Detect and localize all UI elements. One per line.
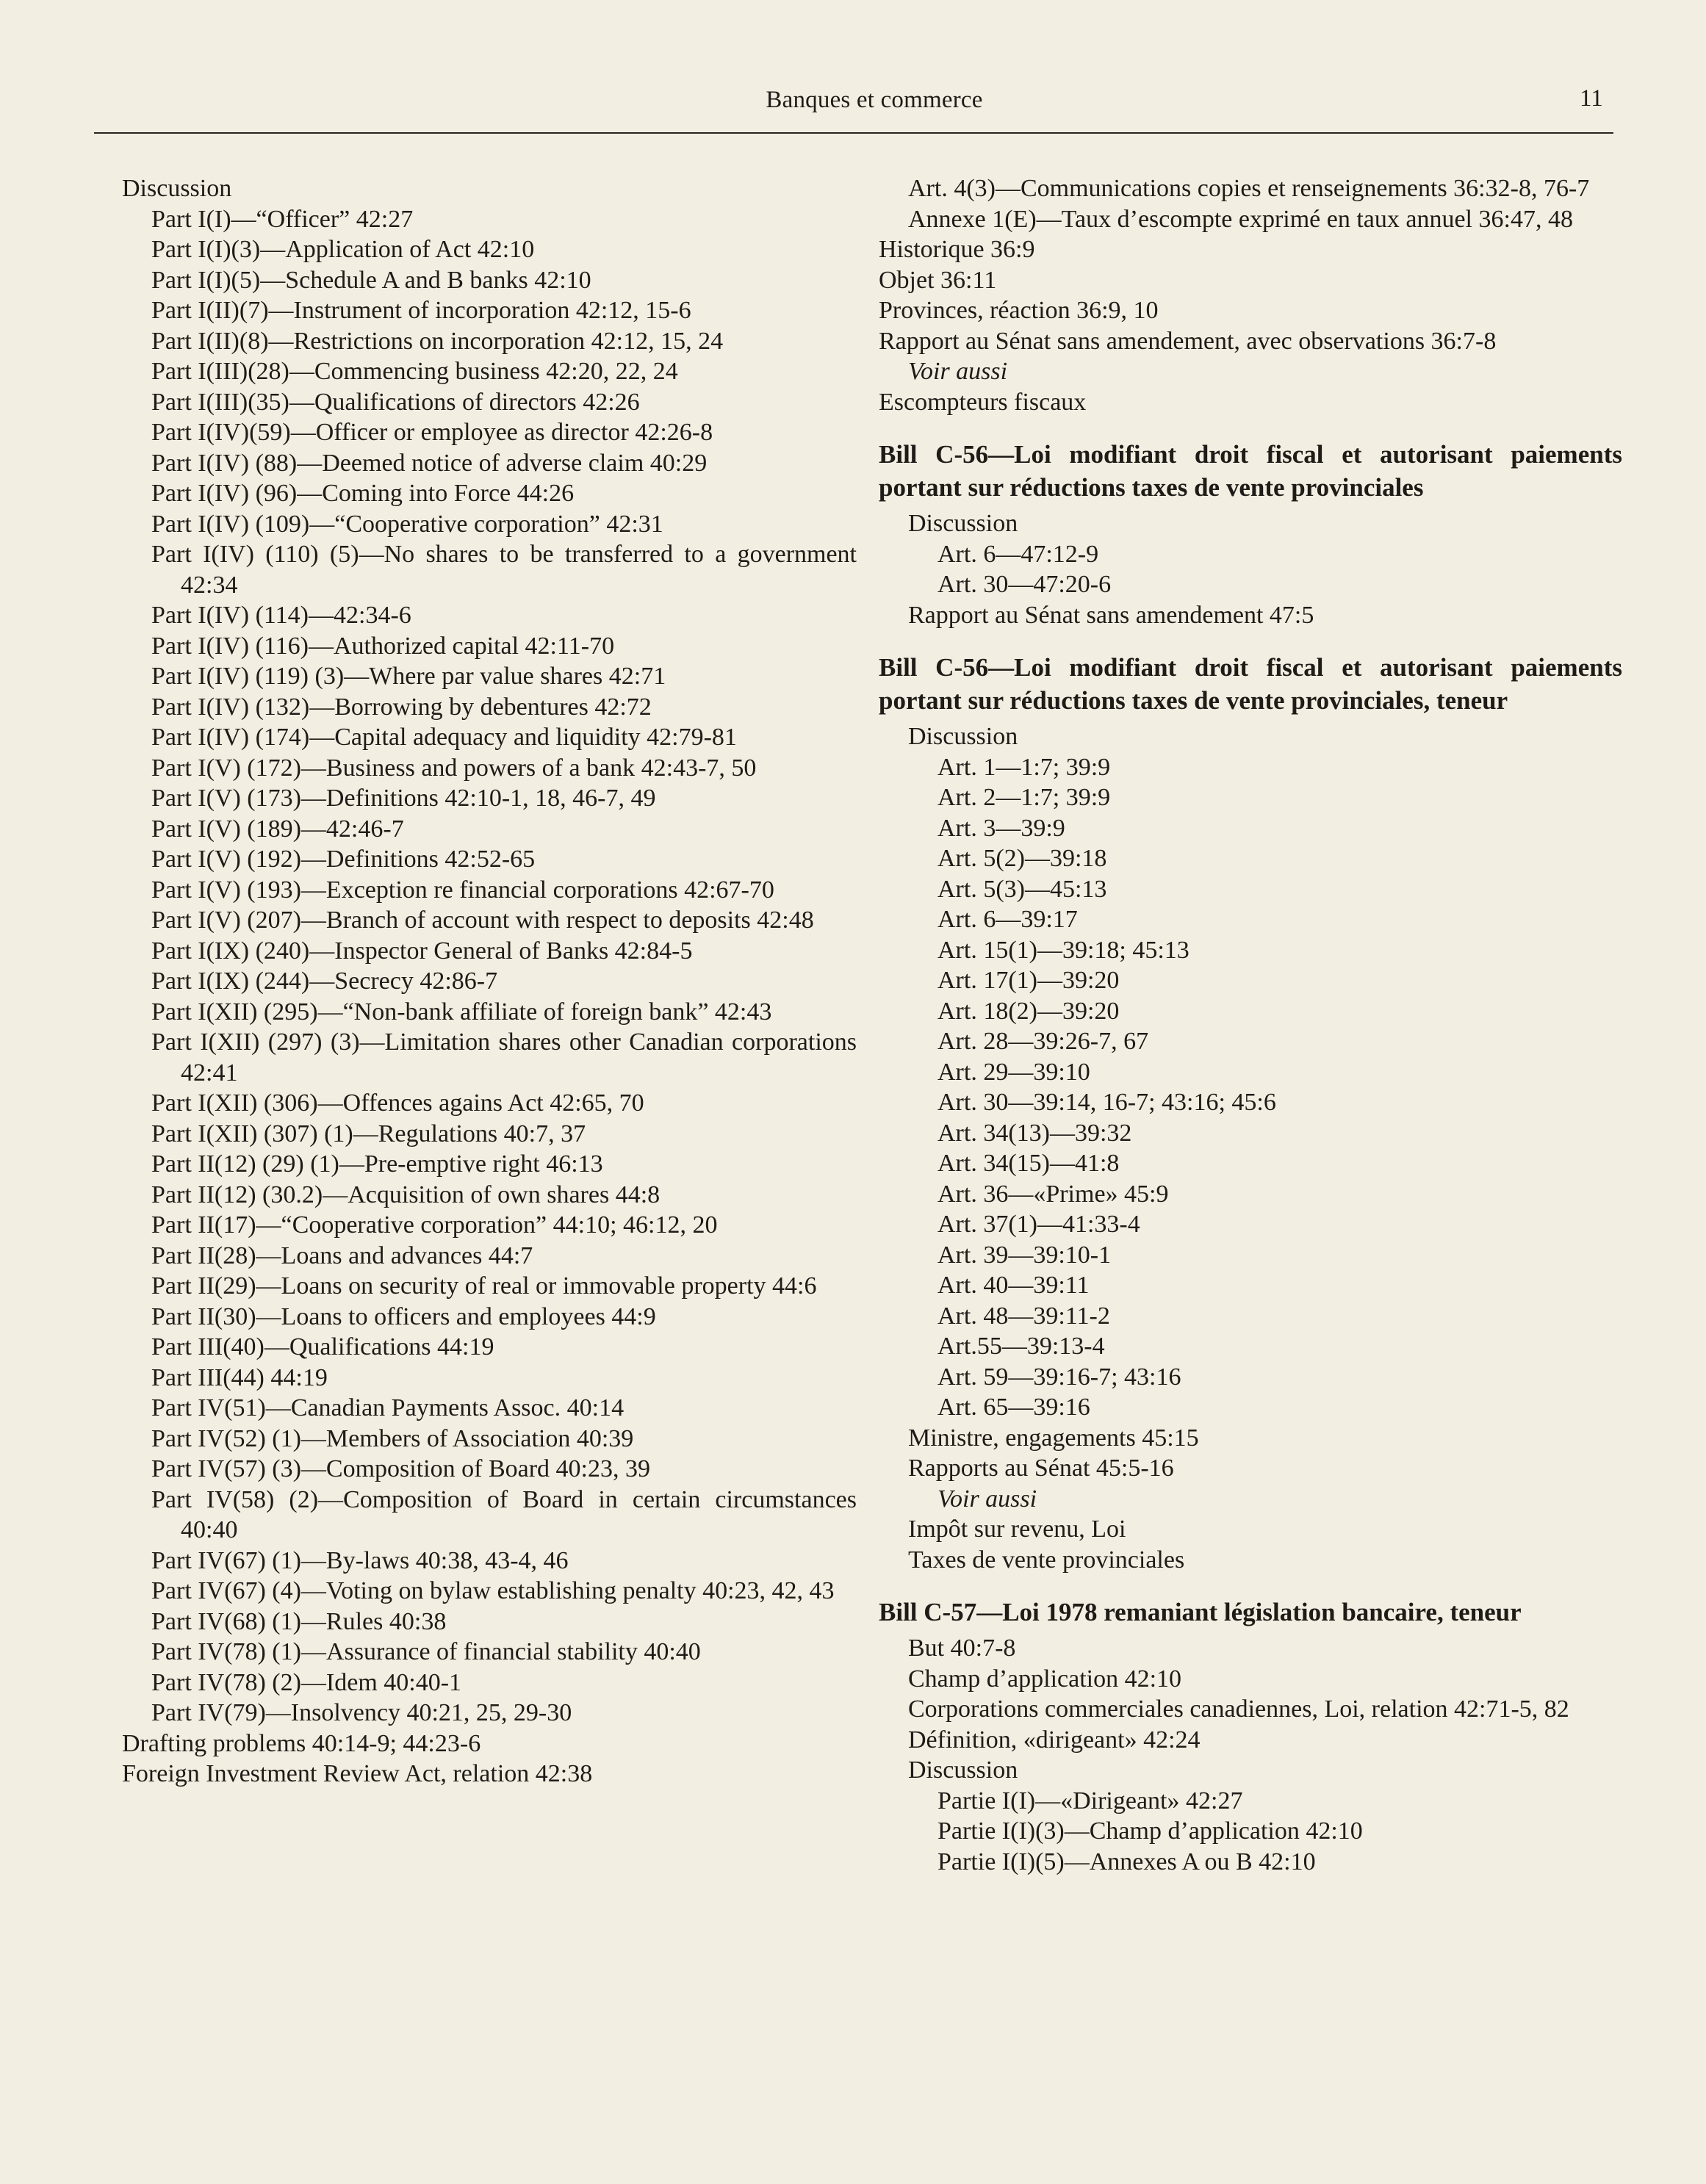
- bill-heading-c56-teneur: Bill C-56—Loi modifiant droit fiscal et autorisant paiements portant sur réductions taxes de vente provinciales, teneur: [879, 653, 1622, 715]
- article-entry: Art. 18(2)—39:20: [937, 997, 1120, 1025]
- article-entry: Art. 1—1:7; 39:9: [937, 753, 1111, 781]
- left-column: [122, 173, 857, 1790]
- article-entry: Art. 59—39:16-7; 43:16: [937, 1363, 1181, 1391]
- index-entry: Part I(IV) (132)—Borrowing by debentures 42:72: [151, 693, 652, 721]
- discussion-label: Discussion: [122, 175, 232, 202]
- index-entry: Part I(XII) (306)—Offences agains Act 42:65, 70: [151, 1089, 644, 1117]
- index-entry: Part I(I)—“Officer” 42:27: [151, 205, 414, 233]
- index-entry: Historique 36:9: [879, 236, 1035, 263]
- see-also-label: Voir aussi: [937, 1485, 1037, 1513]
- index-entry: Définition, «dirigeant» 42:24: [908, 1726, 1201, 1754]
- article-entry: Art. 39—39:10-1: [937, 1241, 1112, 1269]
- index-entry: Part I(IV) (96)—Coming into Force 44:26: [151, 480, 575, 507]
- bill-c56-teneur-articles: [879, 752, 1622, 1423]
- index-entry: Part I(IV)(59)—Officer or employee as director 42:26-8: [151, 419, 713, 446]
- bill-c56-teneur-entries: [879, 1423, 1622, 1484]
- bill-heading-c57: Bill C-57—Loi 1978 remaniant législation bancaire, teneur: [879, 1598, 1522, 1626]
- right-top-list: [879, 173, 1622, 234]
- article-entry: Art. 29—39:10: [937, 1058, 1090, 1086]
- article-entry: Art. 30—47:20-6: [937, 571, 1112, 598]
- index-entry: Part I(XII) (295)—“Non-bank affiliate of foreign bank” 42:43: [151, 998, 772, 1026]
- index-entry: Part IV(78) (1)—Assurance of financial stability 40:40: [151, 1638, 701, 1665]
- bill-c57-parts: [879, 1786, 1622, 1878]
- index-entry: Part I(IV) (88)—Deemed notice of adverse claim 40:29: [151, 449, 708, 477]
- index-entry: Art. 4(3)—Communications copies et renseignements 36:32-8, 76-7: [908, 175, 1590, 202]
- index-entry: Part IV(58) (2)—Composition of Board in certain circumstances 40:40: [151, 1485, 857, 1543]
- discussion-label: Discussion: [908, 510, 1018, 537]
- index-entry: Corporations commerciales canadiennes, Loi, relation 42:71-5, 82: [908, 1695, 1569, 1723]
- index-entry: Drafting problems 40:14-9; 44:23-6: [122, 1729, 481, 1757]
- bill-c56-articles: [879, 539, 1622, 600]
- index-entry: Part I(V) (193)—Exception re financial corporations 42:67-70: [151, 876, 774, 904]
- index-entry: Part III(40)—Qualifications 44:19: [151, 1333, 494, 1361]
- index-entry: Rapport au Sénat sans amendement, avec observations 36:7-8: [879, 327, 1497, 355]
- index-entry: Part I(IX) (244)—Secrecy 42:86-7: [151, 967, 498, 995]
- article-entry: Art. 5(2)—39:18: [937, 845, 1107, 872]
- part-entry: Partie I(I)(3)—Champ d’application 42:10: [937, 1817, 1363, 1845]
- index-entry: Part I(IV) (114)—42:34-6: [151, 602, 411, 629]
- index-entry: Part I(XII) (307) (1)—Regulations 40:7, 37: [151, 1120, 586, 1147]
- see-also-entry: Escompteurs fiscaux: [879, 388, 1087, 416]
- bill-heading-c56: Bill C-56—Loi modifiant droit fiscal et autorisant paiements portant sur réductions taxes de vente provinciales: [879, 440, 1622, 502]
- article-entry: Art. 6—47:12-9: [937, 540, 1099, 568]
- article-entry: Art. 17(1)—39:20: [937, 967, 1120, 994]
- index-entry: Part II(17)—“Cooperative corporation” 44:10; 46:12, 20: [151, 1211, 718, 1239]
- index-entry: Annexe 1(E)—Taux d’escompte exprimé en taux annuel 36:47, 48: [908, 205, 1573, 233]
- index-entry: Part I(IV) (174)—Capital adequacy and liquidity 42:79-81: [151, 724, 737, 751]
- page-number: 11: [1580, 85, 1603, 112]
- article-entry: Art. 37(1)—41:33-4: [937, 1211, 1140, 1238]
- index-entry: Provinces, réaction 36:9, 10: [879, 297, 1159, 324]
- article-entry: Art.55—39:13-4: [937, 1333, 1105, 1360]
- discussion-label: Discussion: [908, 723, 1018, 750]
- index-entry: Part I(I)(3)—Application of Act 42:10: [151, 236, 535, 263]
- index-entry: Part I(V) (207)—Branch of account with respect to deposits 42:48: [151, 907, 814, 934]
- index-entry: Part IV(68) (1)—Rules 40:38: [151, 1607, 447, 1635]
- index-entry: Part II(12) (30.2)—Acquisition of own shares 44:8: [151, 1181, 661, 1208]
- index-entry: Champ d’application 42:10: [908, 1665, 1182, 1693]
- index-entry: Part IV(52) (1)—Members of Association 40:39: [151, 1424, 634, 1452]
- article-entry: Art. 48—39:11-2: [937, 1302, 1110, 1330]
- article-entry: Art. 65—39:16: [937, 1394, 1090, 1421]
- index-entry: Part IV(79)—Insolvency 40:21, 25, 29-30: [151, 1699, 572, 1726]
- left-index-list: [122, 204, 857, 1729]
- article-entry: Art. 30—39:14, 16-7; 43:16; 45:6: [937, 1089, 1276, 1116]
- index-entry: Part IV(67) (4)—Voting on bylaw establishing penalty 40:23, 42, 43: [151, 1577, 835, 1604]
- index-entry: Part II(28)—Loans and advances 44:7: [151, 1241, 533, 1269]
- index-entry: Ministre, engagements 45:15: [908, 1424, 1199, 1452]
- index-entry: Part I(V) (173)—Definitions 42:10-1, 18, 46-7, 49: [151, 785, 656, 812]
- part-entry: Partie I(I)—«Dirigeant» 42:27: [937, 1787, 1243, 1814]
- index-entry: Part I(IV) (116)—Authorized capital 42:11-70: [151, 632, 615, 660]
- index-entry: Part I(IV) (110) (5)—No shares to be transferred to a government 42:34: [151, 541, 857, 599]
- index-entry: Part I(XII) (297) (3)—Limitation shares other Canadian corporations 42:41: [151, 1028, 857, 1086]
- article-entry: Art. 34(13)—39:32: [937, 1119, 1132, 1147]
- index-entry: Part IV(78) (2)—Idem 40:40-1: [151, 1668, 462, 1696]
- discussion-label: Discussion: [908, 1756, 1018, 1784]
- index-entry: Part I(IV) (109)—“Cooperative corporation” 42:31: [151, 510, 663, 538]
- article-entry: Art. 28—39:26-7, 67: [937, 1028, 1149, 1055]
- index-entry: Part IV(51)—Canadian Payments Assoc. 40:14: [151, 1394, 625, 1421]
- bill-c56-see-also-list: [879, 1514, 1622, 1575]
- index-entry: Rapports au Sénat 45:5-16: [908, 1455, 1174, 1482]
- article-entry: Art. 6—39:17: [937, 906, 1078, 933]
- index-entry: Part I(I)(5)—Schedule A and B banks 42:10: [151, 266, 591, 294]
- report-entry: Rapport au Sénat sans amendement 47:5: [908, 601, 1314, 629]
- index-entry: Part I(V) (189)—42:46-7: [151, 815, 404, 843]
- article-entry: Art. 34(15)—41:8: [937, 1150, 1120, 1177]
- part-entry: Partie I(I)(5)—Annexes A ou B 42:10: [937, 1848, 1316, 1875]
- index-entry: Part I(III)(35)—Qualifications of directors 42:26: [151, 388, 640, 416]
- index-entry: Part I(V) (192)—Definitions 42:52-65: [151, 846, 536, 873]
- index-entry: Part I(V) (172)—Business and powers of a bank 42:43-7, 50: [151, 754, 757, 782]
- bill-c57-entries: [879, 1633, 1622, 1755]
- right-top-entries: [879, 234, 1622, 356]
- index-entry: Part I(II)(7)—Instrument of incorporation 42:12, 15-6: [151, 297, 691, 324]
- article-entry: Art. 36—«Prime» 45:9: [937, 1180, 1169, 1208]
- right-column: [879, 173, 1622, 1877]
- article-entry: Art. 40—39:11: [937, 1272, 1090, 1299]
- article-entry: Art. 2—1:7; 39:9: [937, 784, 1111, 811]
- index-entry: Part I(II)(8)—Restrictions on incorporation 42:12, 15, 24: [151, 327, 724, 355]
- index-entry: Objet 36:11: [879, 266, 997, 294]
- index-entry: Part II(29)—Loans on security of real or immovable property 44:6: [151, 1272, 817, 1300]
- article-entry: Art. 3—39:9: [937, 814, 1065, 842]
- index-entry: Foreign Investment Review Act, relation 42:38: [122, 1760, 593, 1787]
- index-entry: Part III(44) 44:19: [151, 1363, 328, 1391]
- see-also-entry: Impôt sur revenu, Loi: [908, 1516, 1126, 1543]
- index-entry: Part IV(67) (1)—By-laws 40:38, 43-4, 46: [151, 1546, 569, 1574]
- index-entry: But 40:7-8: [908, 1635, 1016, 1662]
- see-also-entry: Taxes de vente provinciales: [908, 1546, 1185, 1574]
- article-entry: Art. 15(1)—39:18; 45:13: [937, 936, 1189, 964]
- index-entry: Part I(IV) (119) (3)—Where par value shares 42:71: [151, 663, 666, 690]
- header-divider: [94, 132, 1613, 134]
- running-header-title: Banques et commerce: [766, 87, 983, 113]
- index-entry: Part I(III)(28)—Commencing business 42:20, 22, 24: [151, 358, 678, 385]
- see-also-label: Voir aussi: [908, 358, 1008, 385]
- index-entry: Part II(30)—Loans to officers and employees 44:9: [151, 1302, 656, 1330]
- index-entry: Part II(12) (29) (1)—Pre-emptive right 46:13: [151, 1150, 603, 1178]
- index-entry: Part I(IX) (240)—Inspector General of Banks 42:84-5: [151, 937, 693, 965]
- index-entry: Part IV(57) (3)—Composition of Board 40:23, 39: [151, 1455, 650, 1482]
- article-entry: Art. 5(3)—45:13: [937, 875, 1107, 903]
- left-trailing-list: [122, 1729, 857, 1790]
